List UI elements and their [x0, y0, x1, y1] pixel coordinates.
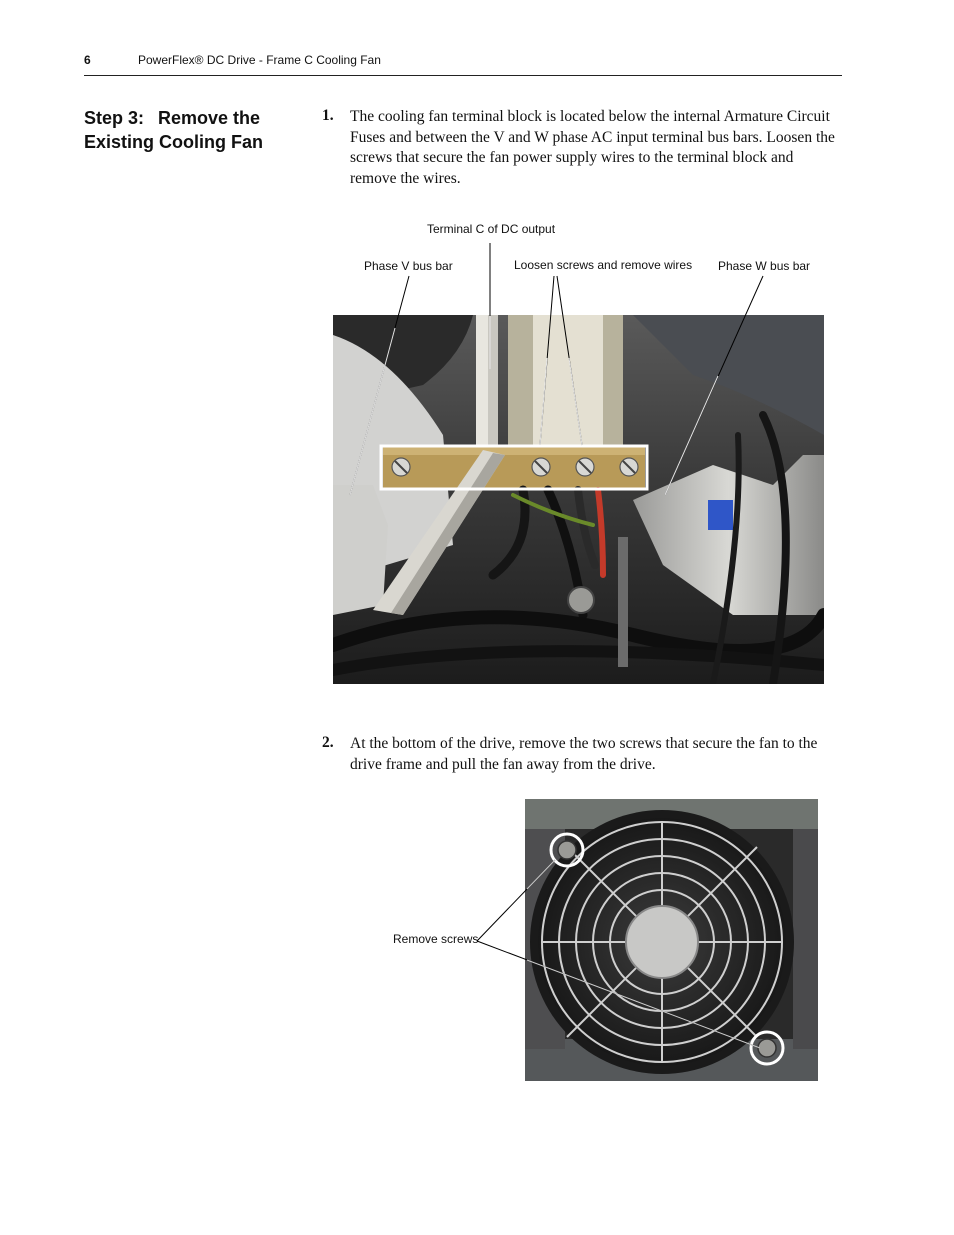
callout-remove-screws: Remove screws: [393, 932, 479, 946]
section-title-line2: Existing Cooling Fan: [84, 132, 263, 152]
callout-terminal-c: Terminal C of DC output: [427, 222, 556, 236]
section-title-line1: Remove the: [158, 108, 261, 128]
callout-phase-v: Phase V bus bar: [364, 259, 453, 273]
instruction-1-number: 1.: [322, 107, 334, 124]
callout-loosen-screws: Loosen screws and remove wires: [514, 258, 693, 272]
instruction-1-text: The cooling fan terminal block is located below the internal Armature Circuit Fuses and between the V and W phase AC input terminal bus bars. Loosen the screws that secure the fan power supply wires to the terminal block and remove the wires.: [350, 108, 835, 187]
section-heading: [84, 106, 294, 154]
instruction-2-text: At the bottom of the drive, remove the two screws that secure the fan to the drive frame and pull the fan away from the drive.: [350, 735, 818, 773]
page-number: 6: [84, 53, 91, 67]
callout-phase-w: Phase W bus bar: [718, 259, 811, 273]
figure2-leader-lines: [470, 840, 770, 1060]
figure1-leader-lines: [333, 240, 824, 500]
instruction-2-number: 2.: [322, 734, 334, 751]
running-title: PowerFlex® DC Drive - Frame C Cooling Fan: [138, 53, 381, 67]
step-label: Step 3:: [84, 108, 145, 128]
header-rule: [84, 75, 842, 76]
